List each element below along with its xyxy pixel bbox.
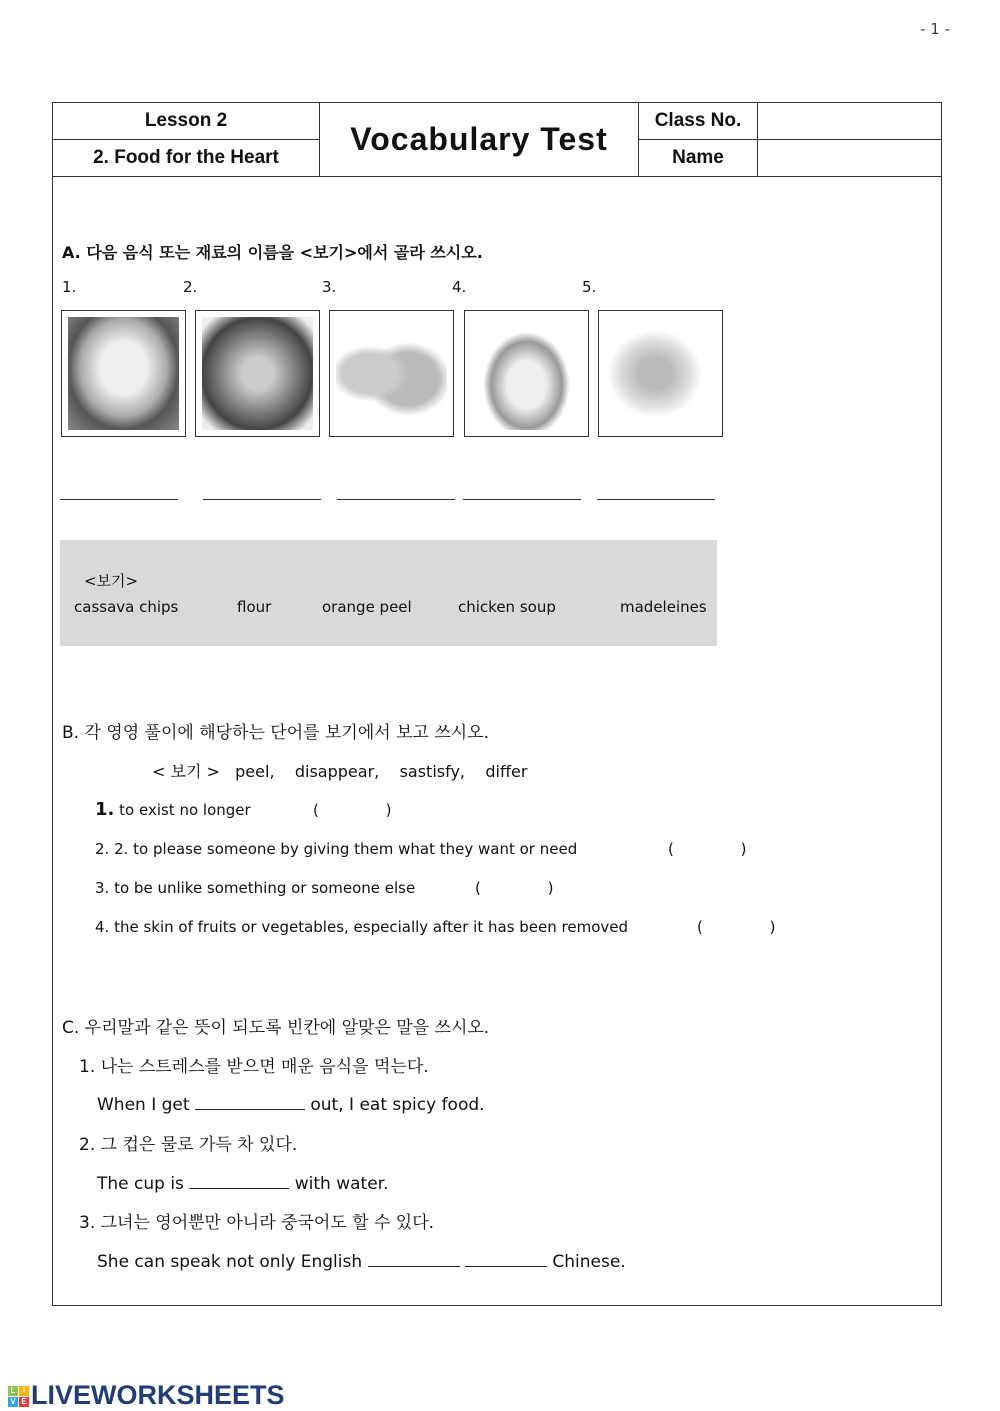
section-b-instruction: B. 각 영영 풀이에 해당하는 단어를 보기에서 보고 쓰시오. (62, 723, 489, 743)
word-choice: orange peel (322, 598, 412, 616)
sentence-end: with water. (294, 1174, 389, 1194)
answer-blank-1[interactable] (60, 499, 178, 500)
definition-text: to exist no longer (119, 801, 251, 819)
item-number: 3. (322, 278, 337, 296)
korean-sentence: 2. 그 컵은 물로 가득 차 있다. (79, 1135, 298, 1155)
answer-blank-5[interactable] (597, 499, 715, 500)
definition-text: the skin of fruits or vegetables, especially after it has been removed (114, 918, 629, 936)
lesson-label: Lesson 2 (53, 103, 320, 140)
item-number: 1. (95, 799, 115, 820)
flour-image (464, 310, 589, 437)
answer-paren[interactable]: ( ) (313, 801, 392, 819)
item-number: 3. (95, 879, 110, 897)
answer-paren[interactable]: ( ) (668, 840, 747, 858)
unit-label: 2. Food for the Heart (53, 140, 320, 177)
answer-paren[interactable]: ( ) (475, 879, 554, 897)
chicken-soup-image (61, 310, 186, 437)
word-choice: chicken soup (458, 598, 556, 616)
item-number: 2. (183, 278, 198, 296)
header-table (52, 102, 942, 177)
word-bank-box (60, 540, 717, 646)
logo-text: LIVEWORKSHEETS (31, 1380, 285, 1410)
definition-text: 2. to please someone by giving them what they want or need (114, 840, 578, 858)
sentence-end: out, I eat spicy food. (310, 1095, 485, 1115)
word-choice: cassava chips (74, 598, 179, 616)
answer-blank-3[interactable] (337, 499, 455, 500)
fill-blank[interactable] (368, 1248, 460, 1267)
fill-blank[interactable] (195, 1091, 305, 1110)
section-b-word-bank: < 보기 > peel, disappear, sastisfy, differ (152, 762, 528, 781)
sentence-start: She can speak not only English (97, 1252, 363, 1272)
class-no-field[interactable] (758, 103, 942, 140)
item-number: 5. (582, 278, 597, 296)
class-no-label: Class No. (639, 103, 758, 140)
page-title: Vocabulary Test (320, 103, 639, 177)
sentence-end: Chinese. (552, 1252, 626, 1272)
word-choice: madeleines (620, 598, 707, 616)
korean-sentence: 1. 나는 스트레스를 받으면 매운 음식을 먹는다. (79, 1057, 429, 1077)
sentence-start: When I get (97, 1095, 190, 1115)
name-label: Name (639, 140, 758, 177)
madeleines-image (329, 310, 454, 437)
definition-text: to be unlike something or someone else (114, 879, 416, 897)
answer-paren[interactable]: ( ) (697, 918, 776, 936)
orange-peel-image (598, 310, 723, 437)
section-a-instruction: A. 다음 음식 또는 재료의 이름을 <보기>에서 골라 쓰시오. (62, 243, 483, 262)
page-number: - 1 - (920, 20, 950, 38)
word-bank-label: <보기> (84, 572, 139, 590)
sentence-start: The cup is (97, 1174, 184, 1194)
fill-blank[interactable] (189, 1170, 289, 1189)
korean-sentence: 3. 그녀는 영어뿐만 아니라 중국어도 할 수 있다. (79, 1213, 435, 1233)
item-number: 4. (452, 278, 467, 296)
answer-blank-4[interactable] (463, 499, 581, 500)
name-field[interactable] (758, 140, 942, 177)
cassava-chips-image (195, 310, 320, 437)
item-number: 1. (62, 278, 77, 296)
item-number: 4. (95, 918, 110, 936)
section-c-instruction: C. 우리말과 같은 뜻이 되도록 빈칸에 알맞은 말을 쓰시오. (62, 1018, 490, 1038)
fill-blank[interactable] (465, 1248, 547, 1267)
word-choice: flour (237, 598, 272, 616)
item-number: 2. (95, 840, 110, 858)
liveworksheets-logo[interactable] (8, 1380, 285, 1411)
live-blocks-icon: L I V E (8, 1386, 29, 1407)
answer-blank-2[interactable] (203, 499, 321, 500)
